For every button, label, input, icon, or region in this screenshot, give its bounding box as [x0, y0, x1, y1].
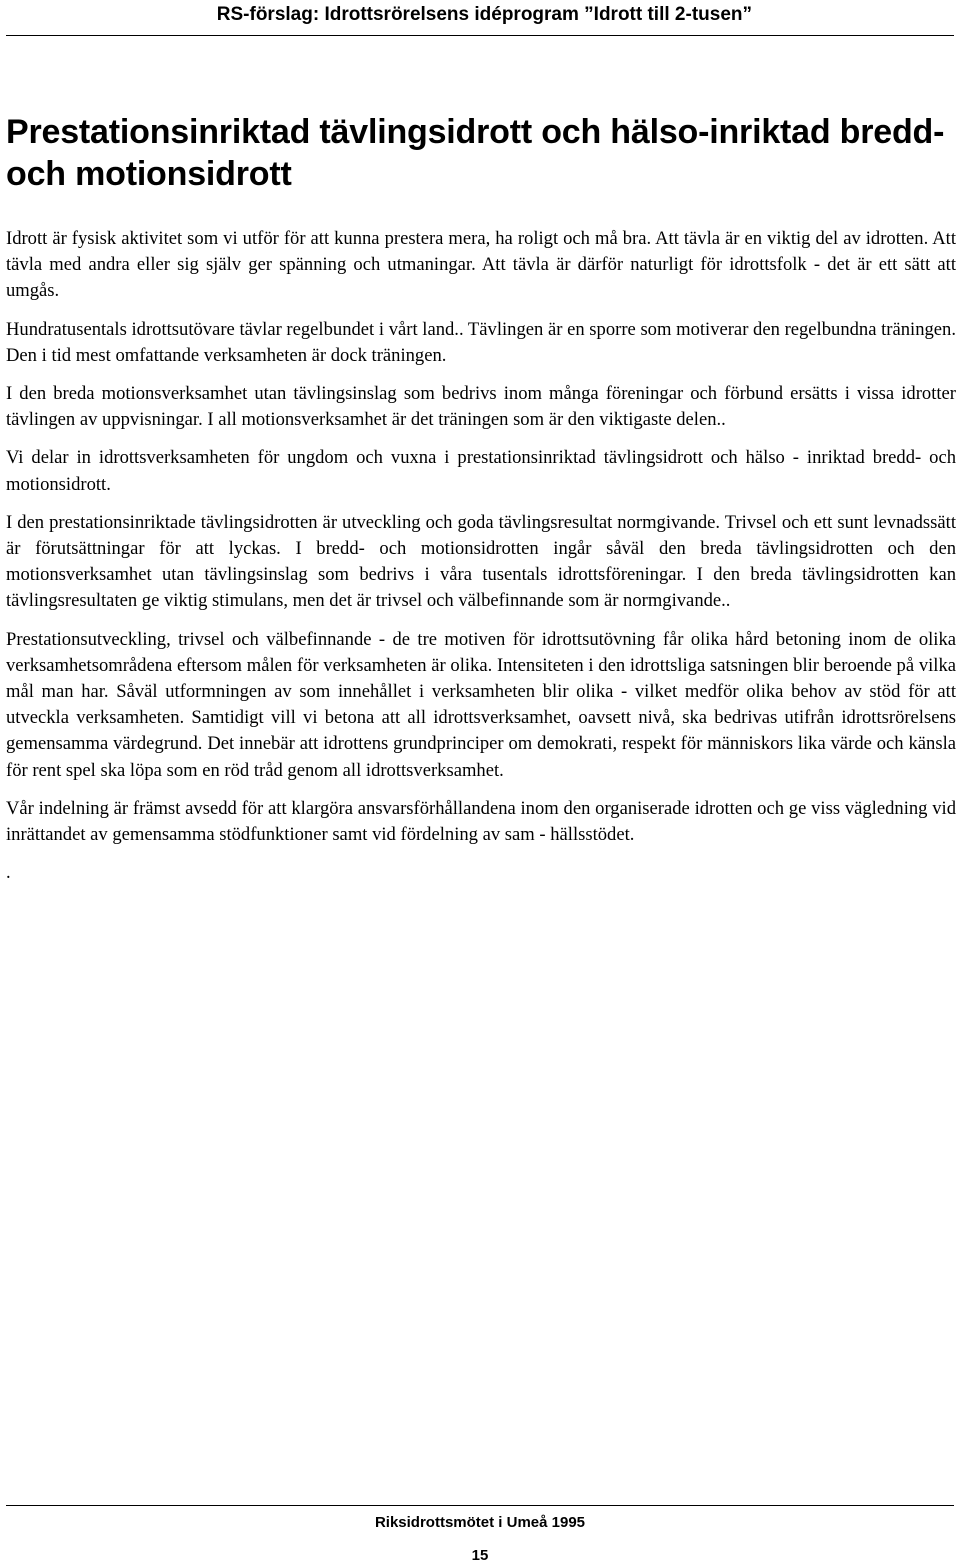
paragraph: Hundratusentals idrottsutövare tävlar regelbundet i vårt land.. Tävlingen är en sporre som motiverar den regelbundna träningen. Den i tid mest omfattande verksamheten är dock träningen.	[6, 318, 956, 366]
paragraph: Idrott är fysisk aktivitet som vi utför för att kunna prestera mera, ha roligt och må bra. Att tävla är en viktig del av idrotten. Att tävla med andra eller sig själv ger spänning och utmaningar. Att tävla är därför naturligt för idrottsfolk - det är ett sätt att umgås.	[6, 228, 956, 302]
paragraph: I den prestationsinriktade tävlingsidrotten är utveckling och goda tävlingsresultat normgivande. Trivsel och ett sunt levnadssätt är förutsättningar för att lyckas. I bredd- och motionsidrotten ingår såväl den breda tävlingsidrotten och den motionsverksamhet utan tävlingsinslag som bedrivs i våra tusentals idrottsföreningar. I den breda tävlingsidrotten kan tävlingsresultaten ge viktig stimulans, men det är trivsel och välbefinnande som är normgivande..	[6, 511, 956, 612]
footer-divider	[6, 1505, 954, 1506]
header-divider	[6, 35, 954, 36]
page-number: 15	[471, 1547, 489, 1564]
section-title: Prestationsinriktad tävlingsidrott och hälso-inriktad bredd- och motionsidrott	[6, 113, 945, 193]
body-text	[6, 226, 956, 898]
footer-event: Riksidrottsmötet i Umeå 1995	[374, 1514, 586, 1531]
paragraph: Vår indelning är främst avsedd för att klargöra ansvarsförhållandena inom den organiserade idrotten och ge viss vägledning vid inrättandet av gemensamma stödfunktioner samt vid fördelning av sam - hällsstödet.	[6, 797, 956, 846]
paragraph: .	[6, 862, 11, 884]
running-header: RS-förslag: Idrottsrörelsens idéprogram ”Idrott till 2-tusen”	[216, 4, 752, 25]
paragraph: I den breda motionsverksamhet utan tävlingsinslag som bedrivs inom många föreningar och förbund ersätts i vissa idrotter tävlingen av uppvisningar. I all motionsverksamhet är det träningen som är den viktigaste delen..	[6, 383, 956, 431]
paragraph: Prestationsutveckling, trivsel och välbefinnande - de tre motiven för idrottsutövning får olika hård betoning inom de olika verksamhetsområdena eftersom målen för verksamheten är olika. Intensiteten i den idrottsliga satsningen blir beroende på vilka mål man har. Såväl utformningen av som innehållet i verksamheten blir olika - vilket medför olika behov av stöd för att utveckla verksamheten. Samtidigt vill vi betona att all idrottsverksamhet, oavsett nivå, ska bedrivas utifrån idrottsrörelsens gemensamma värdegrund. Det innebär att idrottens grundprinciper om demokrati, respekt för människors lika värde och känsla för rent spel ska löpa som en röd tråd genom all idrottsverksamhet.	[6, 628, 956, 781]
paragraph: Vi delar in idrottsverksamheten för ungdom och vuxna i prestationsinriktad tävlingsidrott och hälso - inriktad bredd- och motionsidrott.	[6, 447, 956, 495]
